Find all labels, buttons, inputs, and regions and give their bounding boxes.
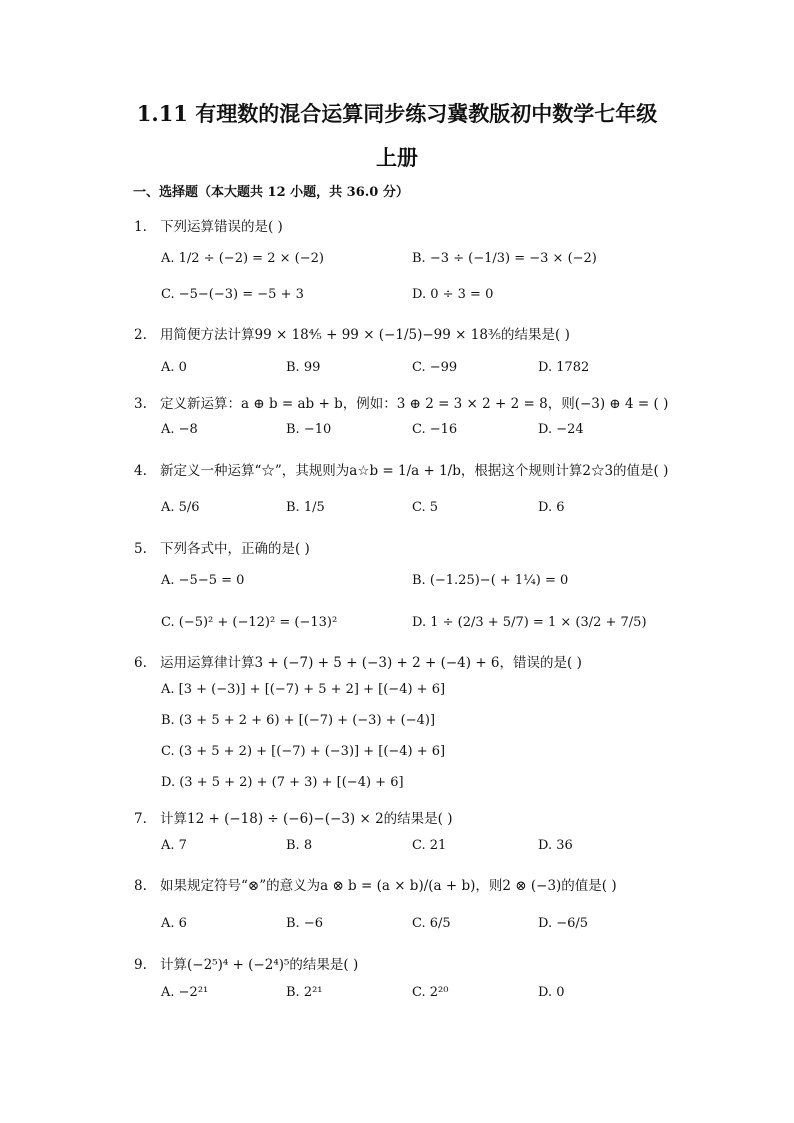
section-header: 一、选择题（本大题共 12 小题，共 36.0 分） bbox=[133, 185, 409, 200]
option-c: C. 21 bbox=[412, 838, 447, 853]
question-text: 计算12 + (−18) ÷ (−6)−(−3) × 2的结果是( ) bbox=[160, 811, 453, 827]
question-number: 1. bbox=[134, 219, 147, 235]
option-d: D. 36 bbox=[538, 838, 573, 853]
option-b: B. (−1.25)−( + 1¼) = 0 bbox=[412, 573, 569, 588]
option-a: A. 5/6 bbox=[161, 500, 200, 515]
option-c: C. 5 bbox=[412, 500, 439, 515]
question-number: 5. bbox=[134, 541, 147, 557]
option-a: A. 6 bbox=[161, 916, 187, 931]
option-d: D. −6/5 bbox=[538, 916, 589, 931]
option-c: C. −5−(−3) = −5 + 3 bbox=[161, 287, 304, 302]
option-d: D. 0 ÷ 3 = 0 bbox=[412, 287, 494, 302]
question-text: 定义新运算：a ⊕ b = ab + b，例如：3 ⊕ 2 = 3 × 2 + 2 = 8，则(−3) ⊕ 4 = ( ) bbox=[160, 396, 669, 412]
question-7 bbox=[134, 807, 452, 827]
question-number: 3. bbox=[134, 396, 147, 412]
question-text: 下列各式中，正确的是( ) bbox=[160, 541, 310, 557]
question-number: 4. bbox=[134, 463, 147, 479]
question-2 bbox=[134, 323, 570, 343]
option-c: C. (−5)² + (−12)² = (−13)² bbox=[161, 615, 338, 630]
document-title-line-1: 1.11 有理数的混合运算同步练习冀教版初中数学七年级 bbox=[136, 101, 658, 126]
question-9 bbox=[134, 953, 358, 973]
question-number: 9. bbox=[134, 957, 147, 973]
option-a: A. −8 bbox=[161, 422, 198, 437]
question-text: 如果规定符号“⊗”的意义为a ⊗ b = (a × b)/(a + b)，则2 ⊗ (−3)的值是( ) bbox=[160, 878, 617, 894]
question-text: 下列运算错误的是( ) bbox=[160, 219, 283, 235]
option-d: D. −24 bbox=[538, 422, 584, 437]
option-c: C. (3 + 5 + 2) + [(−7) + (−3)] + [(−4) + 6] bbox=[161, 744, 446, 759]
option-b: B. 2²¹ bbox=[286, 985, 323, 1000]
question-8 bbox=[134, 874, 617, 894]
question-3 bbox=[134, 392, 668, 412]
question-text: 新定义一种运算“☆”，其规则为a☆b = 1/a + 1/b，根据这个规则计算2☆3的值是( ) bbox=[160, 463, 669, 479]
question-number: 8. bbox=[134, 878, 147, 894]
option-d: D. 6 bbox=[538, 500, 565, 515]
option-d: D. 1 ÷ (2/3 + 5/7) = 1 × (3/2 + 7/5) bbox=[412, 615, 647, 630]
question-6 bbox=[134, 651, 582, 671]
option-c: C. −99 bbox=[412, 360, 458, 375]
question-number: 6. bbox=[134, 655, 147, 671]
option-a: A. −2²¹ bbox=[161, 985, 209, 1000]
question-1 bbox=[134, 215, 283, 235]
option-a: A. −5−5 = 0 bbox=[161, 573, 245, 588]
option-b: B. −6 bbox=[286, 916, 323, 931]
question-text: 用简便方法计算99 × 18⁴⁄₅ + 99 × (−1/5)−99 × 18³⁄₅的结果是( ) bbox=[160, 327, 570, 343]
option-c: C. 2²⁰ bbox=[412, 985, 449, 1000]
question-text: 运用运算律计算3 + (−7) + 5 + (−3) + 2 + (−4) + 6，错误的是( ) bbox=[160, 655, 582, 671]
option-c: C. 6/5 bbox=[412, 916, 451, 931]
question-4 bbox=[134, 459, 668, 479]
option-a: A. [3 + (−3)] + [(−7) + 5 + 2] + [(−4) + 6] bbox=[161, 682, 446, 697]
option-b: B. (3 + 5 + 2 + 6) + [(−7) + (−3) + (−4)] bbox=[161, 713, 436, 728]
option-d: D. 1782 bbox=[538, 360, 590, 375]
option-a: A. 1/2 ÷ (−2) = 2 × (−2) bbox=[161, 251, 324, 266]
option-b: B. 1/5 bbox=[286, 500, 325, 515]
option-b: B. −3 ÷ (−1/3) = −3 × (−2) bbox=[412, 251, 597, 266]
option-b: B. 8 bbox=[286, 838, 313, 853]
option-d: D. (3 + 5 + 2) + (7 + 3) + [(−4) + 6] bbox=[161, 775, 404, 790]
question-5 bbox=[134, 537, 310, 557]
option-b: B. −10 bbox=[286, 422, 332, 437]
option-d: D. 0 bbox=[538, 985, 565, 1000]
option-a: A. 7 bbox=[161, 838, 187, 853]
option-b: B. 99 bbox=[286, 360, 321, 375]
option-c: C. −16 bbox=[412, 422, 458, 437]
option-a: A. 0 bbox=[161, 360, 187, 375]
question-number: 7. bbox=[134, 811, 147, 827]
question-text: 计算(−2⁵)⁴ + (−2⁴)⁵的结果是( ) bbox=[160, 957, 359, 973]
document-title-line-2: 上册 bbox=[376, 145, 418, 170]
question-number: 2. bbox=[134, 327, 147, 343]
